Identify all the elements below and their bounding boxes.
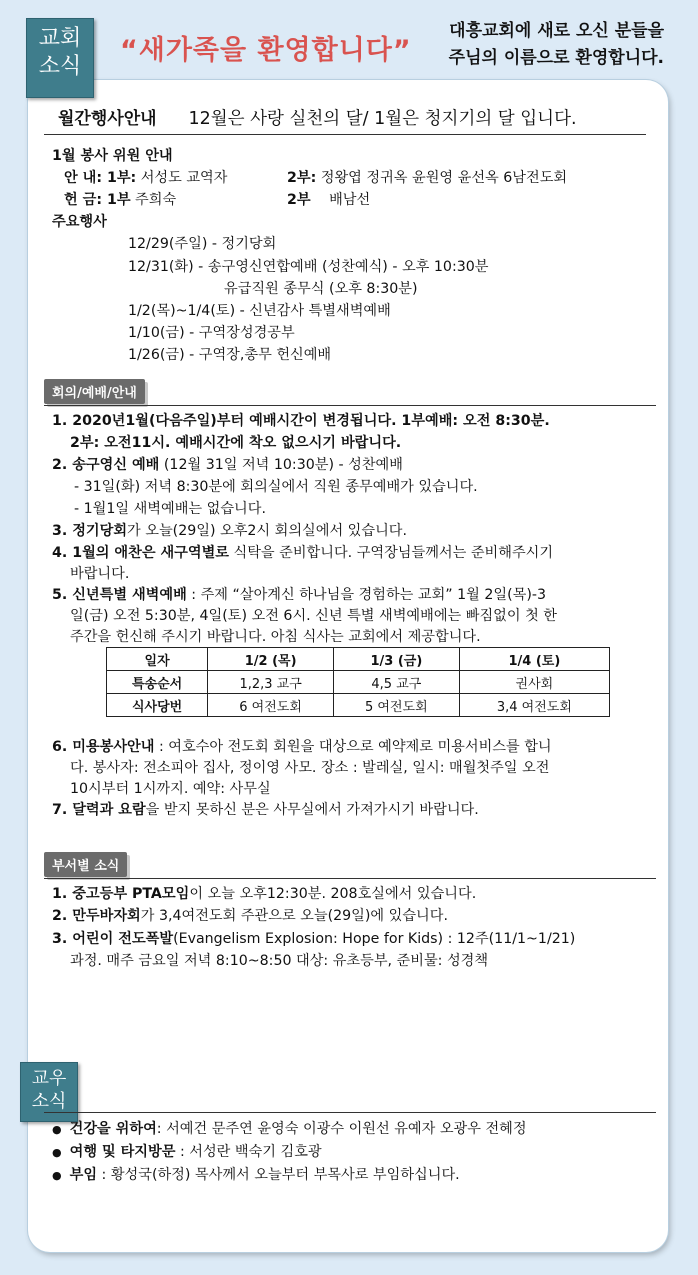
badge-line-2: 소식	[31, 1090, 67, 1112]
member-item-health	[52, 1118, 527, 1141]
notice-2-sub: - 31일(화) 저녁 8:30분에 회의실에서 직원 종무예배가 있습니다.	[74, 479, 478, 495]
divider	[44, 878, 656, 879]
event-item: 12/31(화) - 송구영신연합예배 (성찬예식) - 오후 10:30분	[128, 259, 489, 275]
table-cell: 특송순서	[107, 671, 208, 694]
guide-second: 정왕엽 정귀옥 윤원영 윤선옥 6남전도회	[316, 170, 568, 186]
monthly-label: 월간행사안내	[58, 109, 157, 129]
table-header-cell: 1/2 (목)	[208, 648, 334, 671]
notice-3-bold: 정기당회	[72, 523, 128, 539]
department-2-num: 2.	[52, 908, 73, 924]
table-row	[107, 671, 610, 694]
notice-7-bold: 달력과 요람	[72, 802, 146, 818]
notices-section-tag: 회의/예배/안내	[44, 379, 145, 404]
department-3-num: 3.	[52, 931, 73, 947]
divider	[44, 405, 656, 406]
volunteers-offering-second	[287, 189, 370, 211]
offering-second-label: 2부	[287, 192, 311, 208]
divider	[44, 134, 646, 135]
volunteers-offering	[64, 189, 176, 211]
notice-3-num: 3.	[52, 523, 73, 539]
welcome-title: “새가족을 환영합니다”	[120, 35, 412, 66]
department-2	[52, 905, 448, 927]
notice-7-rest: 을 받지 못하신 분은 사무실에서 가져가시기 바랍니다.	[145, 802, 479, 818]
badge-line-2: 소식	[38, 53, 82, 79]
notice-6	[52, 736, 552, 758]
event-item: 1/10(금) - 구역장성경공부	[128, 325, 295, 341]
guide-first: 서성도 교역자	[136, 170, 228, 186]
department-3-bold: 어린이 전도폭발	[72, 931, 174, 947]
events-title: 주요행사	[52, 214, 107, 230]
event-item: 1/2(목)~1/4(토) - 신년감사 특별새벽예배	[128, 303, 391, 319]
bullet-icon: ●	[52, 1146, 62, 1159]
notice-5	[52, 584, 546, 606]
department-1-num: 1.	[52, 886, 73, 902]
monthly-text: 12월은 사랑 실천의 달/ 1월은 청지기의 달 입니다.	[188, 109, 577, 129]
notice-2-rest: (12월 31일 저녁 10:30분) - 성찬예배	[159, 457, 403, 473]
notice-7-num: 7.	[52, 802, 73, 818]
guide-label: 안 내: 1부:	[64, 170, 137, 186]
department-1	[52, 883, 476, 905]
notice-6-cont: 다. 봉사자: 전소피아 집사, 정이영 사모. 장소 : 발레실, 일시: 매월첫주일 오전	[70, 760, 550, 776]
department-1-rest: 이 오늘 오후12:30분. 208호실에서 있습니다.	[189, 886, 477, 902]
department-3-cont: 과정. 매주 금요일 저녁 8:10~8:50 대상: 유초등부, 준비물: 성경책	[70, 953, 489, 969]
special-service-schedule-table	[106, 647, 610, 717]
notice-5-rest: : 주제 “살아계신 하나님을 경험하는 교회” 1월 2일(목)-3	[186, 587, 547, 603]
member-news-badge	[20, 1062, 78, 1122]
table-cell: 3,4 여전도회	[459, 694, 609, 717]
notice-2-num: 2.	[52, 457, 73, 473]
notice-5-num: 5.	[52, 587, 73, 603]
badge-line-1: 교우	[31, 1068, 67, 1089]
member-item-travel	[52, 1141, 322, 1164]
notice-4-cont: 바랍니다.	[70, 566, 130, 582]
table-cell: 4,5 교구	[333, 671, 459, 694]
member-item-health-text: : 서예건 문주연 윤영숙 이광수 이원선 유예자 오광우 전혜정	[156, 1121, 527, 1137]
event-item: 유급직원 종무식 (오후 8:30분)	[224, 281, 418, 297]
member-item-travel-text: : 서성란 백숙기 김호광	[175, 1144, 322, 1160]
notice-3	[52, 520, 407, 542]
member-item-health-label: 건강을 위하여	[69, 1121, 157, 1137]
table-cell: 권사회	[459, 671, 609, 694]
department-2-bold: 만두바자회	[72, 908, 141, 924]
notice-1: 1. 2020년1월(다음주일)부터 예배시간이 변경됩니다. 1부예배: 오전 8:30분.	[52, 413, 550, 429]
bullet-icon: ●	[52, 1169, 62, 1182]
department-2-rest: 가 3,4여전도회 주관으로 오늘(29일)에 있습니다.	[140, 908, 448, 924]
member-item-travel-label: 여행 및 타지방문	[69, 1144, 176, 1160]
event-item: 12/29(주일) - 정기당회	[128, 236, 277, 252]
notice-2	[52, 454, 403, 476]
offering-label: 헌 금: 1부	[64, 192, 131, 208]
member-item-appointment	[52, 1164, 460, 1187]
notice-6-cont: 10시부터 1시까지. 예약: 사무실	[70, 781, 271, 797]
volunteers-guide-second	[287, 167, 567, 189]
offering-second: 배남선	[329, 192, 371, 208]
table-header-row	[107, 648, 610, 671]
notice-5-bold: 신년특별 새벽예배	[72, 587, 187, 603]
monthly-events-header	[58, 104, 577, 130]
department-3-rest: (Evangelism Explosion: Hope for Kids) : 12주(11/1~1/21)	[173, 931, 576, 947]
member-item-appointment-text: : 황성국(하정) 목사께서 오늘부터 부목사로 부임하십니다.	[97, 1167, 460, 1183]
member-item-appointment-label: 부임	[69, 1167, 98, 1183]
welcome-sub-line-2: 주님의 이름으로 환영합니다.	[448, 48, 664, 68]
event-item: 1/26(금) - 구역장,총무 헌신예배	[128, 347, 332, 363]
volunteers-title: 1월 봉사 위원 안내	[52, 148, 173, 164]
welcome-subtitle	[449, 18, 664, 72]
table-header-cell: 1/4 (토)	[459, 648, 609, 671]
notice-7	[52, 799, 479, 821]
divider	[44, 1112, 656, 1113]
offering-first: 주희숙	[130, 192, 177, 208]
table-header-cell: 1/3 (금)	[333, 648, 459, 671]
notice-6-num: 6.	[52, 739, 73, 755]
notice-4-num: 4.	[52, 545, 73, 561]
church-news-badge	[26, 18, 94, 98]
notice-2-bold: 송구영신 예배	[72, 457, 160, 473]
bullet-icon: ●	[52, 1123, 62, 1136]
departments-section-tag: 부서별 소식	[44, 852, 127, 877]
notice-2-sub: - 1월1일 새벽예배는 없습니다.	[74, 501, 266, 517]
table-header-cell: 일자	[107, 648, 208, 671]
notice-4-bold: 1월의 애찬은 새구역별로	[72, 545, 230, 561]
table-cell: 6 여전도회	[208, 694, 334, 717]
notice-4	[52, 542, 553, 564]
notice-6-bold: 미용봉사안내	[72, 739, 155, 755]
notice-4-rest: 식탁을 준비합니다. 구역장님들께서는 준비해주시기	[229, 545, 554, 561]
welcome-sub-line-1: 대흥교회에 새로 오신 분들을	[449, 21, 664, 41]
volunteers-guide	[64, 167, 227, 189]
badge-line-1: 교회	[38, 26, 82, 51]
table-row	[107, 694, 610, 717]
notice-3-rest: 가 오늘(29일) 오후2시 회의실에서 있습니다.	[127, 523, 408, 539]
department-1-bold: 중고등부 PTA모임	[72, 886, 190, 902]
notice-6-rest: : 여호수아 전도회 회원을 대상으로 예약제로 미용서비스를 합니	[154, 739, 552, 755]
notice-5-cont: 일(금) 오전 5:30분, 4일(토) 오전 6시. 신년 특별 새벽예배에는 빠짐없이 첫 한	[70, 608, 558, 624]
table-cell: 1,2,3 교구	[208, 671, 334, 694]
table-cell: 5 여전도회	[333, 694, 459, 717]
notice-5-cont: 주간을 헌신해 주시기 바랍니다. 아침 식사는 교회에서 제공합니다.	[70, 629, 481, 645]
department-3	[52, 928, 575, 950]
notice-1-cont: 2부: 오전11시. 예배시간에 착오 없으시기 바랍니다.	[70, 435, 402, 451]
guide-second-label: 2부:	[287, 170, 317, 186]
table-cell: 식사당번	[107, 694, 208, 717]
